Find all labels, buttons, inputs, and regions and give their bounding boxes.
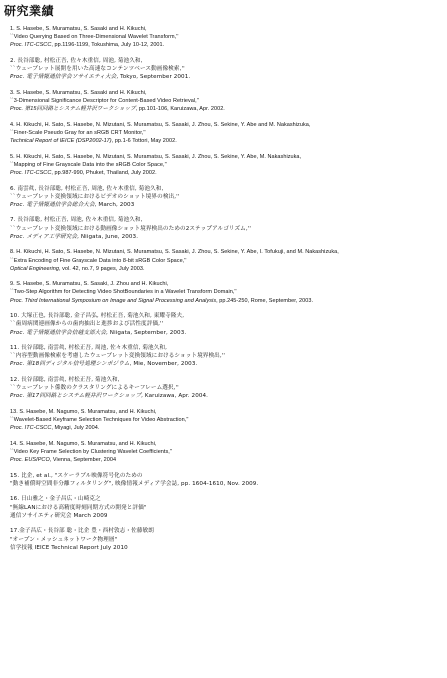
publication-authors: 6. 南雲眞, 長谷部聡, 村松正吾, 周池, 佐々木重信, 菊池久和, <box>10 185 164 192</box>
publication-details: , Niigata, June, 2003. <box>77 233 139 240</box>
publication-venue: Proc. 電子情報通信学会総合大会 <box>10 201 95 208</box>
publication-venue: 通信ソサイエティ研究会 March 2009 <box>10 512 108 519</box>
publication-details: , Tokyo, September 2001. <box>116 74 191 81</box>
publication-authors: 14. S. Hasebe, M. Nagumo, S. Muramatsu, and H. Kikuchi, <box>10 440 157 447</box>
publication-title: ``Video Key Frame Selection by Clustering Wavelet Coefficients,'' <box>10 448 173 455</box>
publication-authors: 4. H. Kikuchi, H. Sato, S. Hasebe, N. Mizutani, S. Muramatsu, S. Sasaki, J. Zhou, S. Sekine, Y. Abe and M. Nakashizuka, <box>10 121 311 128</box>
publication-title: ``内容型動画像検索を考慮したウェーブレット変換領域におけるショット境界検出,'' <box>10 353 226 360</box>
publication-venue: Proc. EUSIPCO <box>10 457 50 464</box>
publication-item <box>10 153 446 178</box>
publication-authors: 2. 長谷部聡, 村松正吾, 佐々木重信, 周池, 菊池久和, <box>10 57 143 64</box>
publication-item <box>10 527 446 552</box>
publication-item <box>10 440 446 465</box>
publication-item <box>10 312 446 337</box>
publication-title: ``Extra Encoding of Fine Grayscale Data into 8-bit sRGB Color Space,'' <box>10 257 187 264</box>
publication-authors: 16. 日山雅之・金子昌広・山崎克之 <box>10 496 101 503</box>
publication-venue: Proc. Third International Symposium on Image and Signal Processing and Analysis <box>10 297 217 304</box>
publication-details: , Mie, November, 2003. <box>129 361 198 368</box>
publication-item <box>10 472 446 488</box>
publication-item <box>10 121 446 146</box>
publication-authors: 7. 長谷部聡, 村松正吾, 周池, 佐々木重信, 菊池久和, <box>10 217 143 224</box>
publication-authors: 3. S. Hasebe, S. Muramatsu, S. Sasaki and H. Kikuchi, <box>10 89 147 96</box>
publication-venue: 信学技報 IEICE Technical Report July 2010 <box>10 544 128 551</box>
publication-title: "オープン・メッシュネットワーク物理層" <box>10 536 118 543</box>
publication-title: ``ウェーブレット展開を用いた高速なコンテンツベース動画像検索,'' <box>10 66 185 73</box>
publication-details: , pp.1196-1199, Tokushima, July 10-12, 2001. <box>51 42 165 49</box>
publication-title: ``ウェーブレット変換領域における動画像ショット境界検出のための2ステップアルゴリズム,'' <box>10 225 252 232</box>
publication-venue: Proc. 電子情報通信学会ソサイエティ大会 <box>10 74 117 81</box>
publication-details: , March, 2003 <box>94 201 135 208</box>
publication-title: ``Mapping of Fine Grayscale Data into the sRGB Color Space,'' <box>10 161 167 168</box>
publication-authors: 10. 大塚正也, 長谷部聡, 金子昌弘, 村松正吾, 菊池久和, 東耀寺隆夫, <box>10 313 185 320</box>
publication-authors: 1. S. Hasebe, S. Muramatsu, S. Sasaki and H. Kikuchi, <box>10 26 147 32</box>
publication-title: ``歯周病関連画像からの歯肉抽出と進捗および活性度評価,'' <box>10 321 164 328</box>
publication-title: ``3-Dimensional Significance Descriptor for Content-Based Video Retrieval,'' <box>10 98 199 105</box>
publication-venue: Technical Report of IEICE (DSP2002-17) <box>10 138 112 145</box>
publication-title: "無線LANにおける高精度時刻同期方式の開発と評価" <box>10 504 147 511</box>
publication-item <box>10 408 446 433</box>
publication-details: , pp.1-6 Tottori, May 2002. <box>111 138 177 145</box>
publication-venue: Proc. ITC-CSCC <box>10 170 52 177</box>
publication-authors: 9. S. Hasebe, S. Muramatsu, S. Sasaki, J. Zhou and H. Kikuchi, <box>10 281 169 288</box>
publication-title: ``Two-Step Algorithm for Detecting Video ShotBoundaries in a Wavelet Transform Domain,'' <box>10 289 237 296</box>
publication-title: ``Finer-Scale Pseudo Gray for an sRGB CRT Monitor,'' <box>10 129 146 136</box>
publication-details: , vol. 42, no.7, 9 pages, July 2003. <box>58 265 145 272</box>
publication-authors: 11. 長谷部聡, 南雲眞, 村松正吾, 周池, 佐々木重信, 菊池久和, <box>10 345 167 352</box>
publication-title: ``ウェーブレット係数のクラスタリングによるキーフレーム選択,'' <box>10 385 179 392</box>
publication-details: , Karuizawa, Apr. 2004. <box>141 393 209 400</box>
publication-venue: Proc. 第18回ディジタル信号処理シンポジウム <box>10 361 130 368</box>
publication-title: ``ウェーブレット変換領域におけるビデオのショット境界の検出,'' <box>10 193 180 200</box>
publication-details: , Miyagi, July 2004. <box>51 425 100 432</box>
publication-item <box>10 216 446 241</box>
publication-venue: Proc. 電子情報通信学会信越支部大会 <box>10 329 107 336</box>
publication-item <box>10 280 446 305</box>
publication-item <box>10 25 446 50</box>
publication-authors: 5. H. Kikuchi, H. Sato, S. Hasebe, N. Mizutani, S. Muramatsu, S. Sasaki, J. Zhou, S. Sekine, Y. Abe, M. Nakashizuka, <box>10 153 302 160</box>
publication-item <box>10 376 446 401</box>
publication-item <box>10 495 446 520</box>
publication-authors: 17.金子昌広・長谷部 聡・比企 豊・西村敦志・佐藤敏朗 <box>10 528 154 535</box>
publication-title: ``Wavelet-Based Keyframe Selection Techniques for Video Abstraction,'' <box>10 417 189 424</box>
publication-details: , Vienna, September, 2004 <box>49 457 117 464</box>
publication-venue: Optical Engineering <box>10 265 59 272</box>
publication-item <box>10 344 446 369</box>
page-title: 研究業績 <box>4 4 55 18</box>
publication-details: , Niigata, September, 2003. <box>106 329 187 336</box>
publication-list <box>10 25 446 552</box>
publication-item <box>10 57 446 82</box>
publication-item <box>10 248 446 273</box>
publication-details: , pp.101-106, Karuizawa, Apr. 2002. <box>135 106 225 113</box>
publication-venue: Proc. 第15回回路とシステム軽井沢ワークショップ <box>10 106 136 113</box>
publication-authors: 15. 比企, et al., "スケーラブル映像符号化のための <box>10 472 143 479</box>
publication-item <box>10 185 446 210</box>
publication-authors: 12. 長谷部聡, 南雲眞, 村松正吾, 菊池久和, <box>10 376 120 383</box>
publication-venue: Proc. メディア工学研究会 <box>10 233 78 240</box>
publication-item <box>10 89 446 114</box>
publication-title: "動き補償時空間非分離フィルタリング", 映像情報メディア学会誌, pp. 1604-1610, Nov. 2009. <box>10 480 259 487</box>
publication-authors: 13. S. Hasebe, M. Nagumo, S. Muramatsu, and H. Kikuchi, <box>10 408 157 415</box>
publication-details: , pp.245-250, Rome, September, 2003. <box>216 297 314 304</box>
publication-title: ``Video Querying Based on Three-Dimensional Wavelet Transform,'' <box>10 34 179 41</box>
publication-venue: Proc. ITC-CSCC <box>10 425 52 432</box>
publication-authors: 8. H. Kikuchi, H. Sato, S. Hasebe, N. Mizutani, S. Muramatsu, S. Sasaki, J. Zhou, S. Sekine, Y. Abe, I. Tofukuji, and M. Nakashizuka, <box>10 249 339 256</box>
publication-details: , pp.987-990, Phuket, Thailand, July 2002. <box>51 170 157 177</box>
publication-venue: Proc. 第17回回路とシステム軽井沢ワークショップ <box>10 393 142 400</box>
publication-venue: Proc. ITC-CSCC <box>10 42 52 49</box>
